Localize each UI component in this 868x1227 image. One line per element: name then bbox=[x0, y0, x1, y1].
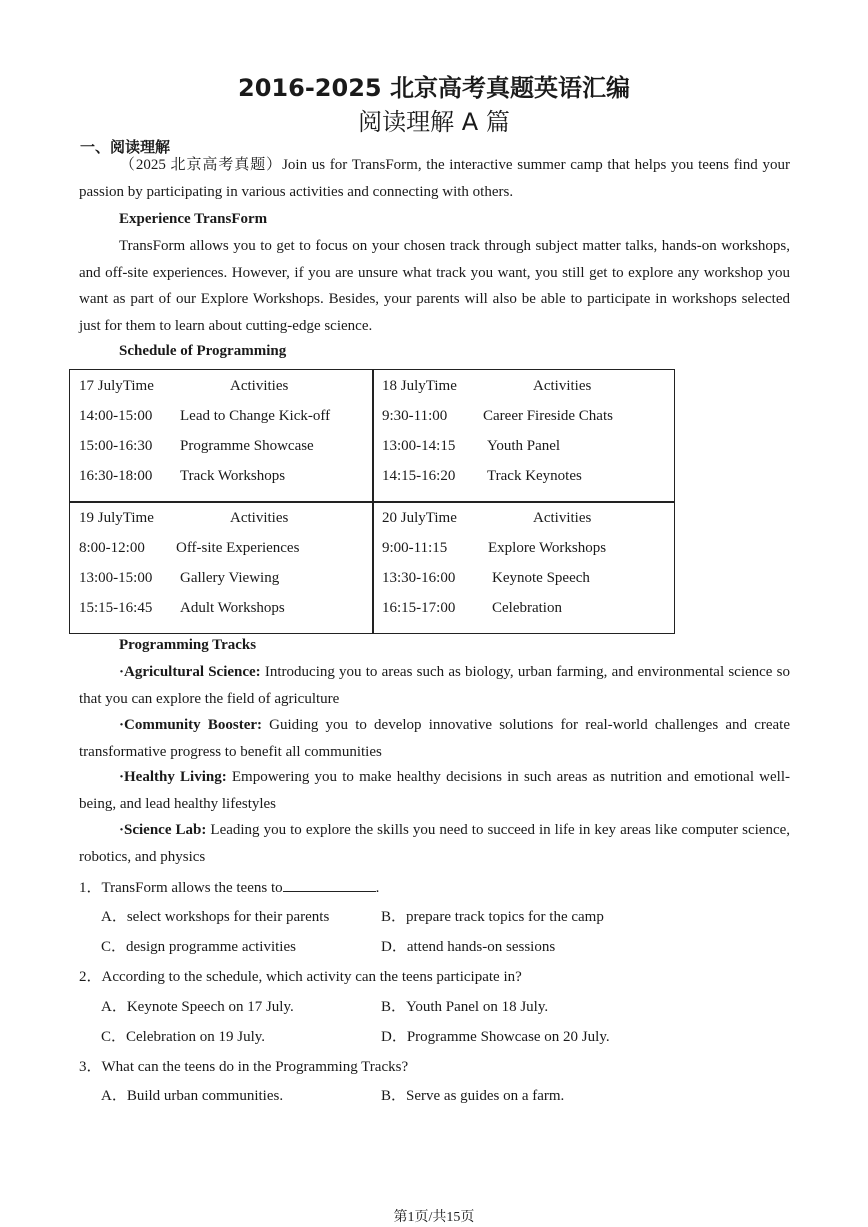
table-divider-horizontal bbox=[70, 501, 674, 503]
option-1b[interactable] bbox=[381, 905, 604, 926]
page-footer: 第1页/共15页 bbox=[393, 1210, 475, 1225]
activity: Track Workshops bbox=[180, 468, 286, 484]
option-label: A． bbox=[101, 909, 127, 925]
question-stem: What can the teens do in the Programming Tracks? bbox=[101, 1059, 409, 1075]
option-text: attend hands-on sessions bbox=[406, 939, 556, 955]
schedule-cell-18-july bbox=[382, 378, 672, 498]
option-1a[interactable] bbox=[101, 905, 329, 926]
question-number: 2． bbox=[79, 969, 102, 985]
activities-label: Activities bbox=[533, 378, 592, 394]
day-label: 20 JulyTime bbox=[382, 510, 457, 526]
option-1d[interactable] bbox=[381, 935, 555, 956]
time-slot: 16:15-17:00 bbox=[382, 600, 456, 616]
track-science-lab bbox=[79, 817, 790, 870]
time-slot: 15:00-16:30 bbox=[79, 438, 153, 454]
schedule-cell-20-july bbox=[382, 510, 672, 630]
activity: Track Keynotes bbox=[487, 468, 582, 484]
option-text: Keynote Speech on 17 July. bbox=[126, 999, 294, 1015]
question-3 bbox=[79, 1055, 408, 1076]
option-label: B． bbox=[381, 909, 407, 925]
option-text: Build urban communities. bbox=[126, 1088, 284, 1104]
option-text: prepare track topics for the camp bbox=[406, 909, 604, 925]
option-label: D． bbox=[381, 1029, 407, 1045]
question-2 bbox=[79, 965, 522, 986]
activity: Youth Panel bbox=[487, 438, 561, 454]
activity: Lead to Change Kick-off bbox=[180, 408, 331, 424]
option-label: B． bbox=[381, 1088, 407, 1104]
option-label: D． bbox=[381, 939, 407, 955]
time-slot: 13:30-16:00 bbox=[382, 570, 456, 586]
option-text: Programme Showcase on 20 July. bbox=[406, 1029, 610, 1045]
experience-heading: Experience TransForm bbox=[119, 211, 268, 227]
activity: Celebration bbox=[492, 600, 562, 616]
activity: Gallery Viewing bbox=[180, 570, 280, 586]
time-slot: 8:00-12:00 bbox=[79, 540, 145, 556]
activity: Off-site Experiences bbox=[176, 540, 300, 556]
time-slot: 14:15-16:20 bbox=[382, 468, 456, 484]
track-description: Introducing you to areas such as biology, urban farming, and environmental science so that you can explore the field of agriculture bbox=[79, 664, 790, 707]
question-stem: TransForm allows the teens to bbox=[101, 880, 283, 896]
option-3a[interactable] bbox=[101, 1084, 283, 1105]
option-2d[interactable] bbox=[381, 1025, 610, 1046]
option-3b[interactable] bbox=[381, 1084, 564, 1105]
experience-text: TransForm allows you to get to focus on your chosen track through subject matter talks, hands-on workshops, and off-site experiences. However, if you are unsure what track you want, you still get to explore any workshop you want as part of our Explore Workshops. Besides, your parents will also be able to participate in workshops selected just for them to learn about cutting-edge science. bbox=[79, 238, 790, 334]
option-text: design programme activities bbox=[126, 939, 296, 955]
option-1c[interactable] bbox=[101, 935, 296, 956]
option-label: B． bbox=[381, 999, 407, 1015]
time-slot: 15:15-16:45 bbox=[79, 600, 153, 616]
activities-label: Activities bbox=[533, 510, 592, 526]
time-slot: 13:00-14:15 bbox=[382, 438, 456, 454]
activity: Adult Workshops bbox=[180, 600, 285, 616]
document-subtitle: 阅读理解 A 篇 bbox=[358, 108, 510, 136]
track-name: ·Agricultural Science: bbox=[119, 664, 261, 680]
option-label: C． bbox=[101, 1029, 127, 1045]
option-label: A． bbox=[101, 1088, 127, 1104]
intro-paragraph bbox=[79, 152, 790, 205]
day-label: 19 JulyTime bbox=[79, 510, 154, 526]
activity: Explore Workshops bbox=[488, 540, 607, 556]
time-slot: 9:30-11:00 bbox=[382, 408, 448, 424]
track-description: Leading you to explore the skills you need to succeed in life in key areas like computer science, robotics, and physics bbox=[79, 822, 791, 865]
tracks-heading: Programming Tracks bbox=[119, 637, 257, 653]
document-title: 2016-2025 北京高考真题英语汇编 bbox=[238, 74, 630, 102]
time-slot: 16:30-18:00 bbox=[79, 468, 153, 484]
schedule-table bbox=[69, 369, 675, 634]
activities-label: Activities bbox=[230, 510, 289, 526]
experience-paragraph bbox=[79, 233, 790, 339]
option-2b[interactable] bbox=[381, 995, 548, 1016]
question-stem-end: . bbox=[375, 880, 380, 896]
question-number: 1． bbox=[79, 880, 102, 896]
intro-text: （2025 北京高考真题）Join us for TransForm, the interactive summer camp that helps you teens find your passion by participating in various activities and connecting with others. bbox=[79, 157, 790, 200]
section-heading: 一、阅读理解 bbox=[80, 138, 171, 156]
track-name: ·Community Booster: bbox=[119, 717, 262, 733]
time-slot: 14:00-15:00 bbox=[79, 408, 153, 424]
time-slot: 13:00-15:00 bbox=[79, 570, 153, 586]
option-label: C． bbox=[101, 939, 127, 955]
activity: Keynote Speech bbox=[492, 570, 590, 586]
track-name: ·Healthy Living: bbox=[119, 769, 227, 785]
option-text: Celebration on 19 July. bbox=[126, 1029, 266, 1045]
question-stem: According to the schedule, which activity can the teens participate in? bbox=[101, 969, 522, 985]
question-1 bbox=[79, 876, 379, 897]
track-description: Empowering you to make healthy decisions in such areas as nutrition and emotional well-being, and lead healthy lifestyles bbox=[79, 769, 790, 812]
answer-blank bbox=[283, 877, 376, 892]
option-text: select workshops for their parents bbox=[126, 909, 330, 925]
day-label: 18 JulyTime bbox=[382, 378, 457, 394]
track-description: Guiding you to develop innovative solutions for real-world challenges and create transformative progress to benefit all communities bbox=[79, 717, 790, 760]
activity: Programme Showcase bbox=[180, 438, 314, 454]
schedule-heading: Schedule of Programming bbox=[119, 343, 287, 359]
track-community-booster bbox=[79, 712, 790, 765]
option-2c[interactable] bbox=[101, 1025, 265, 1046]
activities-label: Activities bbox=[230, 378, 289, 394]
option-label: A． bbox=[101, 999, 127, 1015]
schedule-cell-19-july bbox=[79, 510, 369, 630]
activity: Career Fireside Chats bbox=[483, 408, 613, 424]
track-healthy-living bbox=[79, 764, 790, 817]
option-2a[interactable] bbox=[101, 995, 294, 1016]
option-text: Serve as guides on a farm. bbox=[406, 1088, 565, 1104]
day-label: 17 JulyTime bbox=[79, 378, 154, 394]
question-number: 3． bbox=[79, 1059, 102, 1075]
option-text: Youth Panel on 18 July. bbox=[406, 999, 549, 1015]
track-agricultural-science bbox=[79, 659, 790, 712]
schedule-cell-17-july bbox=[79, 378, 369, 498]
time-slot: 9:00-11:15 bbox=[382, 540, 448, 556]
track-name: ·Science Lab: bbox=[119, 822, 207, 838]
